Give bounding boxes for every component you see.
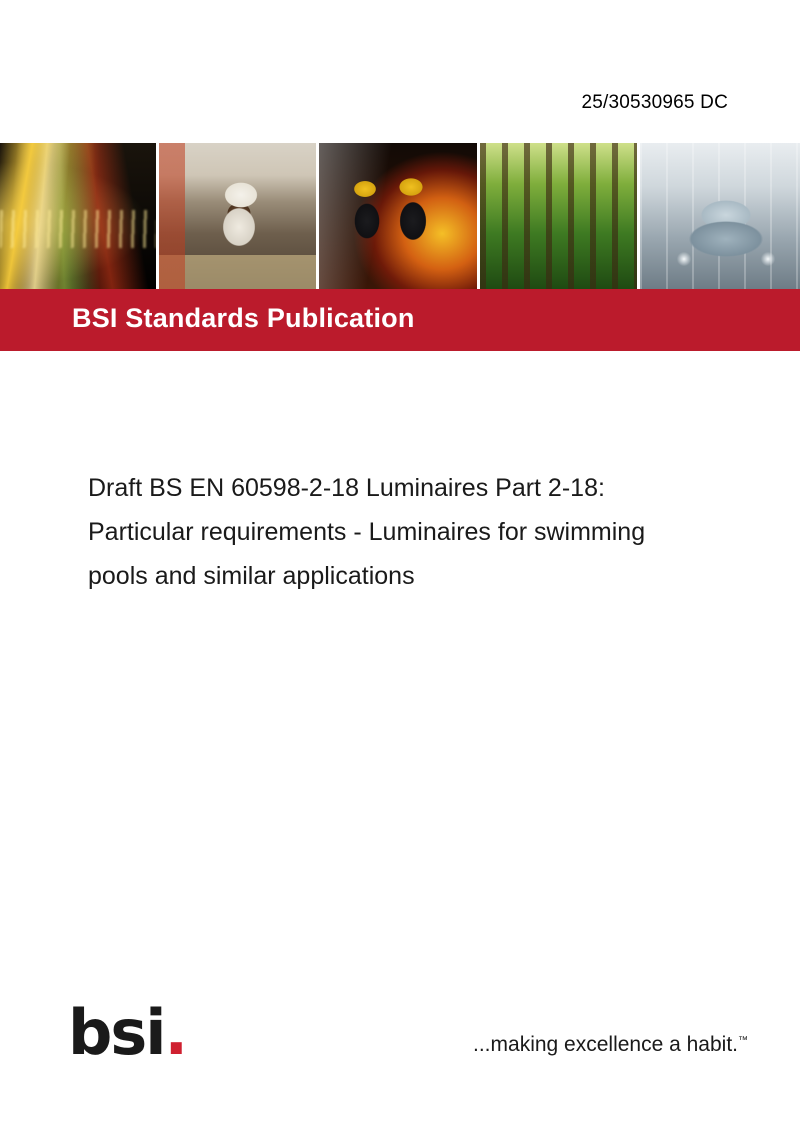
document-reference-number: 25/30530965 DC [581,92,728,113]
page-title-line-1: Draft BS EN 60598-2-18 Luminaires Part 2-18: [88,474,605,502]
bsi-logo-dot: . [164,996,187,1069]
bsi-tagline [473,1033,748,1057]
bsi-logo-wordmark [68,996,198,1069]
banner-title: BSI Standards Publication [72,303,415,333]
forest-photo [480,143,641,289]
bsi-tagline-text: ...making excellence a habit. [473,1033,738,1056]
trademark-symbol: ™ [738,1035,748,1046]
light-trails-photo [0,143,159,289]
bsi-logo [68,996,198,1069]
car-production-photo [640,143,800,289]
page-title-line-2: Particular requirements - Luminaires for swimming [88,518,646,546]
bsi-logo-text: bsi [68,996,165,1069]
page-title-line-3: pools and similar applications [88,562,415,590]
cover-photo-strip [0,143,800,289]
page-title [88,466,800,598]
firefighters-photo [319,143,480,289]
warehouse-worker-photo [159,143,320,289]
